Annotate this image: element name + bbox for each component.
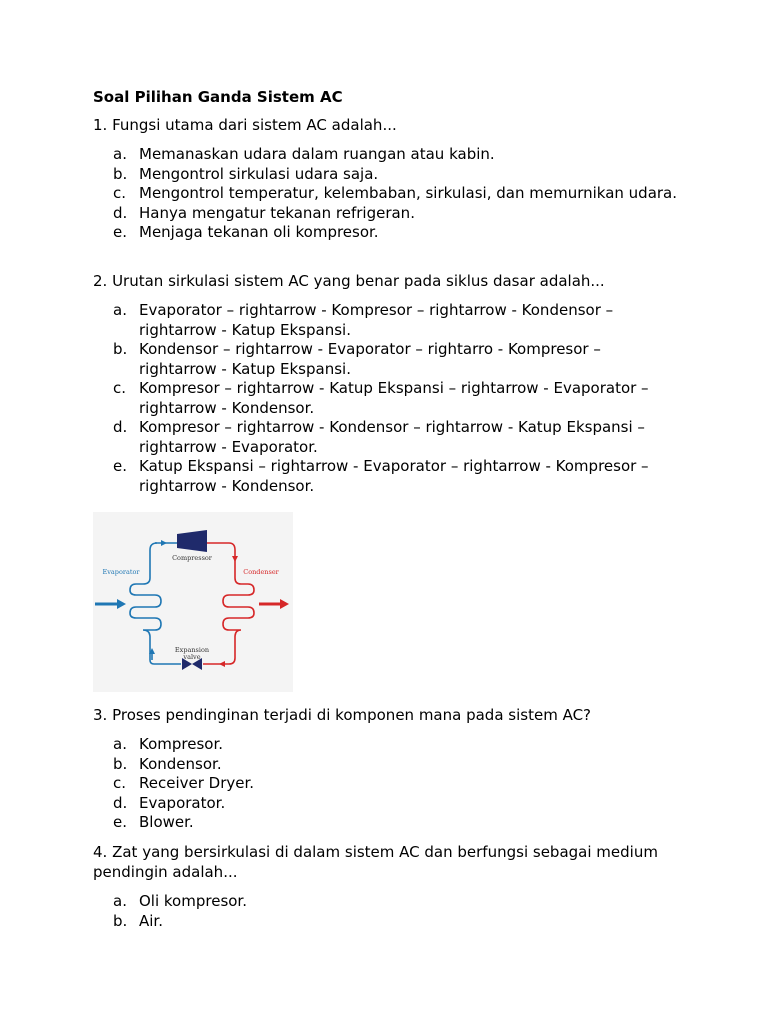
question-4: 4. Zat yang bersirkulasi di dalam sistem AC dan berfungsi sebagai medium pendingin adalah... (93, 843, 658, 881)
option-text: Kondensor – rightarrow - Evaporator – rightarro - Kompresor – rightarrow - Katup Ekspansi. (139, 340, 601, 378)
question-4-options (113, 892, 683, 931)
option-1c (113, 184, 683, 204)
option-letter: c. (113, 184, 127, 202)
option-text: Kompresor – rightarrow - Kondensor – rightarrow - Katup Ekspansi – rightarrow - Evaporator. (139, 418, 645, 456)
option-letter: e. (113, 813, 127, 831)
option-letter: b. (113, 911, 128, 930)
option-4b (113, 912, 683, 932)
option-3e (113, 813, 683, 833)
question-1-options (113, 145, 683, 243)
option-letter: d. (113, 203, 128, 222)
option-letter: b. (113, 754, 128, 773)
expansion-label-line1: Expansion (174, 646, 210, 654)
option-text: Receiver Dryer. (139, 774, 255, 792)
option-2e (113, 457, 683, 496)
option-letter: a. (113, 145, 127, 163)
page-title: Soal Pilihan Ganda Sistem AC (93, 88, 343, 106)
question-2: 2. Urutan sirkulasi sistem AC yang benar pada siklus dasar adalah... (93, 272, 605, 290)
option-letter: a. (113, 735, 127, 753)
option-3a (113, 735, 683, 755)
option-3b (113, 755, 683, 775)
option-3d (113, 794, 683, 814)
option-text: Mengontrol sirkulasi udara saja. (139, 164, 379, 183)
option-1e (113, 223, 683, 243)
option-2c (113, 379, 683, 418)
option-text: Mengontrol temperatur, kelembaban, sirkulasi, dan memurnikan udara. (139, 184, 678, 202)
option-2b (113, 340, 683, 379)
option-text: Kompresor – rightarrow - Katup Ekspansi – rightarrow - Evaporator – rightarrow - Kondensor. (139, 379, 649, 417)
option-2a (113, 301, 683, 340)
option-letter: b. (113, 340, 128, 358)
option-text: Memanaskan udara dalam ruangan atau kabin. (139, 145, 495, 163)
ac-cycle-svg (93, 512, 293, 692)
option-text: Oli kompresor. (139, 892, 247, 910)
option-letter: a. (113, 892, 127, 910)
option-1a (113, 145, 683, 165)
option-letter: c. (113, 379, 127, 397)
evaporator-label: Evaporator (102, 568, 140, 576)
compressor-label: Compressor (172, 554, 212, 562)
option-text: Air. (139, 911, 163, 930)
option-letter: e. (113, 457, 127, 475)
option-text: Blower. (139, 813, 194, 831)
option-letter: d. (113, 418, 128, 436)
option-text: Katup Ekspansi – rightarrow - Evaporator – rightarrow - Kompresor – rightarrow - Kondensor. (139, 457, 649, 495)
condenser-label: Condenser (243, 568, 279, 576)
question-3: 3. Proses pendinginan terjadi di komponen mana pada sistem AC? (93, 706, 592, 724)
option-text: Kondensor. (139, 754, 222, 773)
option-1b (113, 165, 683, 185)
option-letter: a. (113, 301, 127, 319)
option-3c (113, 774, 683, 794)
option-1d (113, 204, 683, 224)
option-letter: c. (113, 774, 127, 792)
option-text: Menjaga tekanan oli kompresor. (139, 223, 379, 241)
option-4a (113, 892, 683, 912)
option-text: Evaporator. (139, 793, 226, 812)
option-letter: b. (113, 164, 128, 183)
option-letter: e. (113, 223, 127, 241)
ac-cycle-diagram (93, 512, 293, 692)
question-1: 1. Fungsi utama dari sistem AC adalah... (93, 116, 397, 134)
expansion-label-line2: valve (183, 653, 201, 661)
question-2-options (113, 301, 683, 496)
option-text: Hanya mengatur tekanan refrigeran. (139, 203, 415, 222)
option-text: Evaporator – rightarrow - Kompresor – rightarrow - Kondensor – rightarrow - Katup Ekspansi. (139, 301, 614, 339)
option-letter: d. (113, 793, 128, 812)
option-text: Kompresor. (139, 735, 224, 753)
question-3-options (113, 735, 683, 833)
option-2d (113, 418, 683, 457)
